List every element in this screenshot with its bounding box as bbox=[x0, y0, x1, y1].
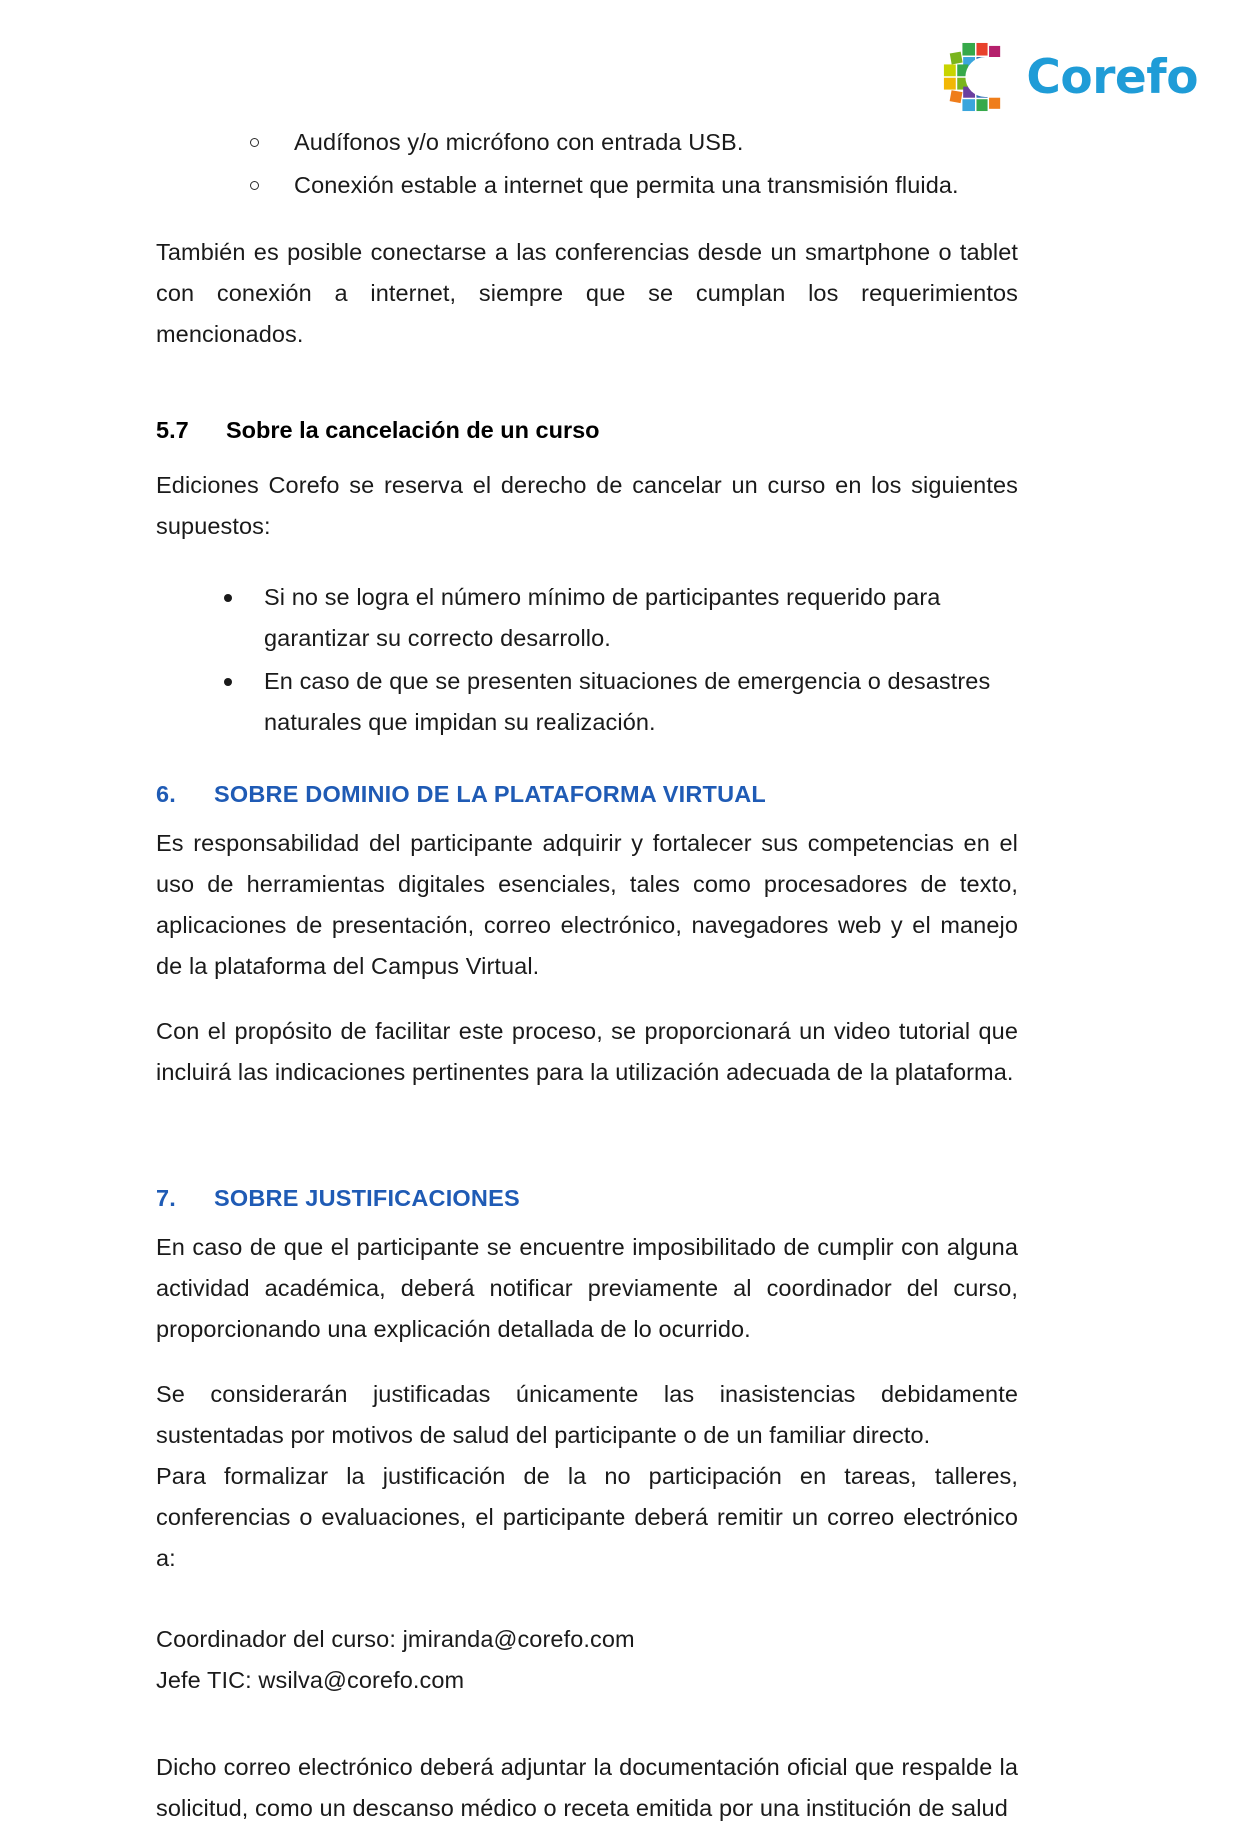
list-item bbox=[218, 577, 1018, 659]
corefo-wordmark: Corefo bbox=[1026, 49, 1198, 105]
heading-7-number: 7. bbox=[156, 1185, 176, 1211]
heading-5-7-number: 5.7 bbox=[156, 417, 189, 443]
section-6-paragraph-2: Con el propósito de facilitar este proceso, se proporcionará un video tutorial que incluirá las indicaciones pertinentes para la utilización adecuada de la plataforma. bbox=[156, 1018, 1018, 1085]
corefo-mosaic-c-icon bbox=[938, 40, 1012, 114]
heading-5-7 bbox=[156, 411, 1018, 449]
section-5-7-paragraph: Ediciones Corefo se reserva el derecho de cancelar un curso en los siguientes supuestos: bbox=[156, 472, 1018, 539]
requirements-list bbox=[246, 122, 1018, 206]
heading-5-7-title: Sobre la cancelación de un curso bbox=[226, 417, 600, 443]
heading-6 bbox=[156, 775, 1018, 813]
list-item-text: Conexión estable a internet que permita una transmisión fluida. bbox=[294, 172, 959, 198]
cancellation-reasons-list bbox=[218, 577, 1018, 743]
contact-coordinator: Coordinador del curso: jmiranda@corefo.com bbox=[156, 1626, 635, 1652]
list-item bbox=[218, 661, 1018, 743]
heading-6-title: SOBRE DOMINIO DE LA PLATAFORMA VIRTUAL bbox=[214, 781, 766, 807]
section-7-closing-paragraph: Dicho correo electrónico deberá adjuntar la documentación oficial que respalde la solicitud, como un descanso médico o receta emitida por una institución de salud bbox=[156, 1754, 1018, 1821]
intro-paragraph: También es posible conectarse a las conferencias desde un smartphone o tablet con conexión a internet, siempre que se cumplan los requerimientos mencionados. bbox=[156, 239, 1018, 347]
heading-7-title: SOBRE JUSTIFICACIONES bbox=[214, 1185, 520, 1211]
disc-bullet-icon bbox=[224, 594, 232, 602]
heading-7 bbox=[156, 1179, 1018, 1217]
circle-bullet-icon bbox=[250, 181, 259, 190]
section-6-paragraph-1: Es responsabilidad del participante adquirir y fortalecer sus competencias en el uso de herramientas digitales esenciales, tales como procesadores de texto, aplicaciones de presentación, correo electrónico, navegadores web y el manejo de la plataforma del Campus Virtual. bbox=[156, 830, 1018, 979]
disc-bullet-icon bbox=[224, 678, 232, 686]
heading-6-number: 6. bbox=[156, 781, 176, 807]
document-body bbox=[156, 122, 1018, 1829]
circle-bullet-icon bbox=[250, 138, 259, 147]
contact-jefe-tic: Jefe TIC: wsilva@corefo.com bbox=[156, 1667, 465, 1693]
list-item-text: En caso de que se presenten situaciones de emergencia o desastres naturales que impidan su realización. bbox=[264, 668, 991, 735]
list-item-text: Si no se logra el número mínimo de participantes requerido para garantizar su correcto desarrollo. bbox=[264, 584, 941, 651]
list-item-text: Audífonos y/o micrófono con entrada USB. bbox=[294, 129, 744, 155]
list-item bbox=[246, 165, 1018, 206]
section-7-paragraph-3: Para formalizar la justificación de la no participación en tareas, talleres, conferencias o evaluaciones, el participante deberá remitir un correo electrónico a: bbox=[156, 1463, 1018, 1571]
section-7-paragraph-2: Se considerarán justificadas únicamente las inasistencias debidamente sustentadas por motivos de salud del participante o de un familiar directo. bbox=[156, 1381, 1018, 1448]
corefo-logo bbox=[938, 40, 1198, 114]
section-7-paragraph-1: En caso de que el participante se encuentre imposibilitado de cumplir con alguna actividad académica, deberá notificar previamente al coordinador del curso, proporcionando una explicación detallada de lo ocurrido. bbox=[156, 1234, 1018, 1342]
list-item bbox=[246, 122, 1018, 163]
